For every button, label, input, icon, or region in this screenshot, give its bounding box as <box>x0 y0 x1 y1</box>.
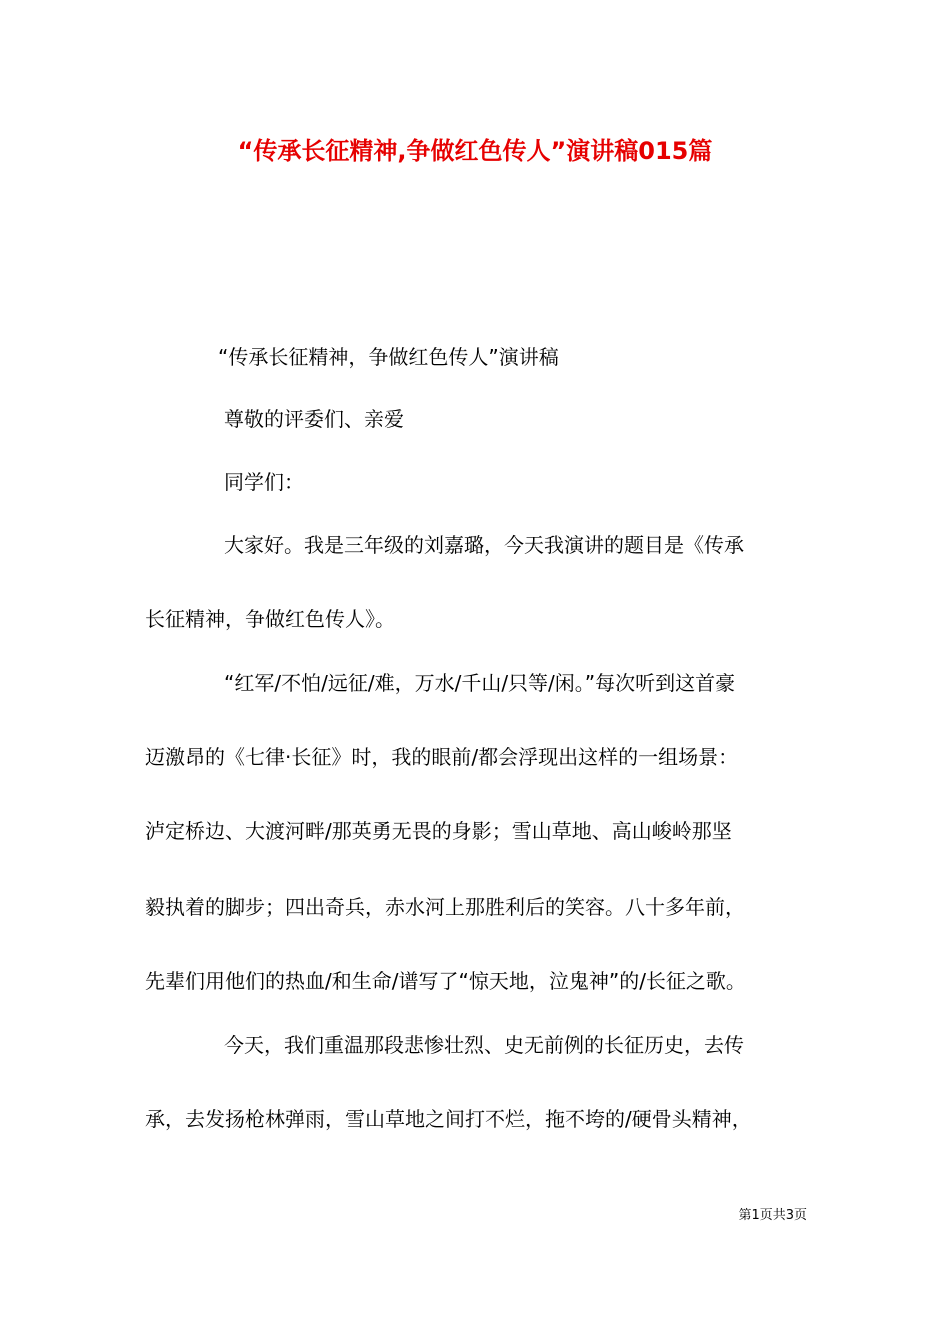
paragraph-line: 同学们： <box>224 470 304 494</box>
paragraph-line: 大家好。我是三年级的刘嘉璐，今天我演讲的题目是《传承 <box>224 533 744 557</box>
paragraph-line: 先辈们用他们的热血/和生命/谱写了“惊天地，泣鬼神”的/长征之歌。 <box>145 969 746 993</box>
paragraph-line: 长征精神，争做红色传人》。 <box>145 607 395 631</box>
paragraph-line: “传承长征精神，争做红色传人”演讲稿 <box>218 345 559 369</box>
paragraph-line: 承，去发扬枪林弹雨，雪山草地之间打不烂，拖不垮的/硬骨头精神， <box>145 1107 752 1131</box>
paragraph-line: “红军/不怕/远征/难，万水/千山/只等/闲。”每次听到这首豪 <box>224 671 736 695</box>
page-number: 第1页共3页 <box>738 1208 807 1223</box>
paragraph-line: 泸定桥边、大渡河畔/那英勇无畏的身影；雪山草地、高山峻岭那坚 <box>145 819 732 843</box>
paragraph-line: 尊敬的评委们、亲爱 <box>224 407 404 431</box>
paragraph-line: 迈激昂的《七律·长征》时，我的眼前/都会浮现出这样的一组场景： <box>145 745 739 769</box>
paragraph-line: 毅执着的脚步；四出奇兵，赤水河上那胜利后的笑容。八十多年前， <box>145 895 745 919</box>
document-title: “传承长征精神,争做红色传人”演讲稿015篇 <box>237 137 713 165</box>
paragraph-line: 今天，我们重温那段悲惨壮烈、史无前例的长征历史，去传 <box>224 1033 744 1057</box>
